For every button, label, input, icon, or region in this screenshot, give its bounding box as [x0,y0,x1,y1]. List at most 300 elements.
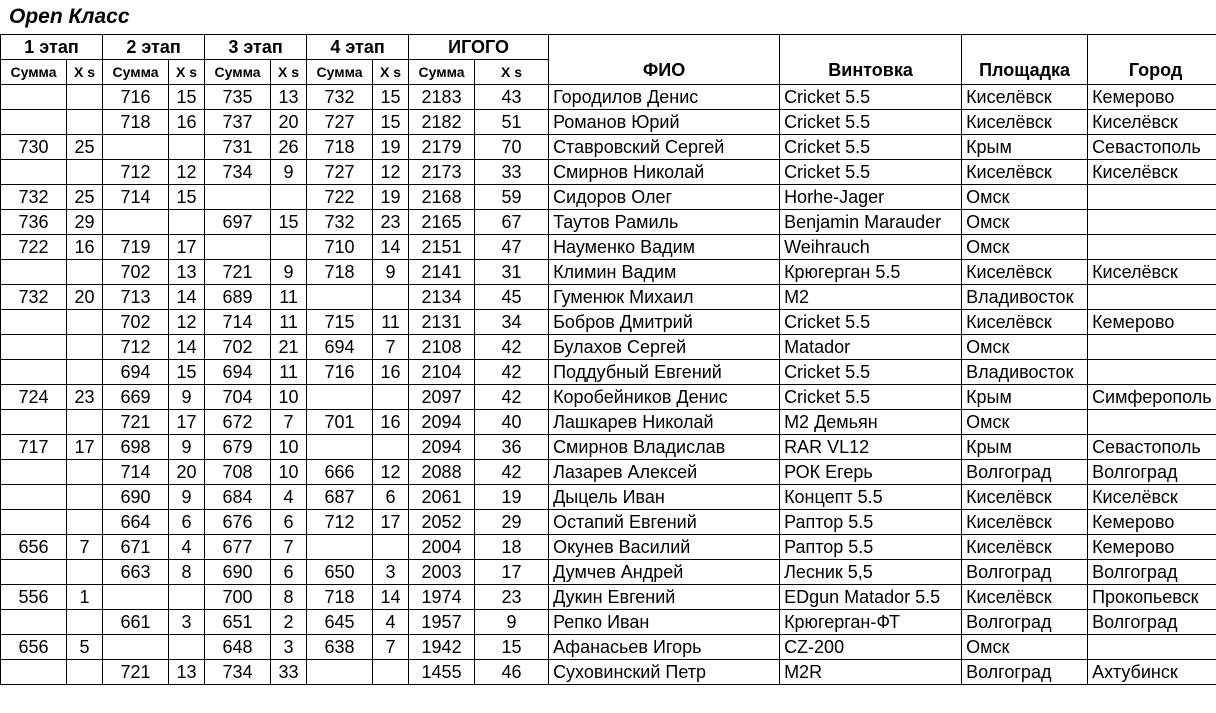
stage3-sum-cell[interactable]: 648 [205,635,271,660]
stage4-xs-cell[interactable]: 3 [373,560,409,585]
stage4-sum-cell[interactable]: 710 [307,235,373,260]
total-xs-cell[interactable]: 36 [475,435,549,460]
stage4-sum-cell[interactable]: 650 [307,560,373,585]
fio-cell[interactable]: Ставровский Сергей [549,135,780,160]
total-sum-cell[interactable]: 1957 [409,610,475,635]
total-xs-cell[interactable]: 19 [475,485,549,510]
stage3-xs-cell[interactable]: 11 [271,360,307,385]
site-cell[interactable]: Киселёвск [962,535,1088,560]
stage2-sum-cell[interactable]: 714 [103,185,169,210]
stage2-xs-cell[interactable]: 4 [169,535,205,560]
city-cell[interactable]: Волгоград [1088,460,1216,485]
total-xs-cell[interactable]: 33 [475,160,549,185]
stage1-sum-cell[interactable] [1,110,67,135]
fio-cell[interactable]: Репко Иван [549,610,780,635]
stage3-xs-cell[interactable]: 33 [271,660,307,685]
city-cell[interactable] [1088,235,1216,260]
stage1-sum-cell[interactable]: 724 [1,385,67,410]
city-cell[interactable]: Киселёвск [1088,260,1216,285]
stage3-sum-cell[interactable]: 700 [205,585,271,610]
stage3-xs-cell[interactable]: 13 [271,85,307,110]
rifle-cell[interactable]: РОК Егерь [780,460,962,485]
fio-cell[interactable]: Гуменюк Михаил [549,285,780,310]
stage1-xs-cell[interactable]: 17 [67,435,103,460]
city-cell[interactable] [1088,635,1216,660]
xs-header[interactable]: X s [271,60,307,85]
stage1-xs-cell[interactable]: 25 [67,185,103,210]
sum-header[interactable]: Сумма [1,60,67,85]
total-xs-cell[interactable]: 42 [475,460,549,485]
stage4-xs-cell[interactable]: 11 [373,310,409,335]
stage2-xs-cell[interactable]: 9 [169,435,205,460]
stage3-xs-cell[interactable]: 6 [271,510,307,535]
stage4-xs-cell[interactable]: 16 [373,410,409,435]
total-xs-cell[interactable]: 46 [475,660,549,685]
stage2-xs-cell[interactable] [169,135,205,160]
total-sum-cell[interactable]: 2182 [409,110,475,135]
stage2-xs-cell[interactable] [169,210,205,235]
rifle-cell[interactable]: Cricket 5.5 [780,310,962,335]
site-cell[interactable]: Волгоград [962,560,1088,585]
sheet-title[interactable]: Open Класс [9,5,130,28]
fio-cell[interactable]: Суховинский Петр [549,660,780,685]
stage4-sum-cell[interactable]: 715 [307,310,373,335]
stage3-sum-cell[interactable]: 737 [205,110,271,135]
stage3-sum-cell[interactable]: 704 [205,385,271,410]
stage1-sum-cell[interactable] [1,160,67,185]
total-sum-cell[interactable]: 2108 [409,335,475,360]
stage1-xs-cell[interactable] [67,260,103,285]
total-sum-cell[interactable]: 2165 [409,210,475,235]
city-cell[interactable]: Кемерово [1088,85,1216,110]
city-cell[interactable]: Кемерово [1088,510,1216,535]
stage4-xs-cell[interactable] [373,660,409,685]
stage3-xs-cell[interactable]: 3 [271,635,307,660]
stage4-xs-cell[interactable]: 15 [373,85,409,110]
fio-cell[interactable]: Коробейников Денис [549,385,780,410]
stage2-sum-cell[interactable]: 714 [103,460,169,485]
stage2-sum-cell[interactable]: 702 [103,310,169,335]
city-cell[interactable] [1088,335,1216,360]
fio-cell[interactable]: Таутов Рамиль [549,210,780,235]
rifle-cell[interactable]: Крюгерган-ФТ [780,610,962,635]
stage3-sum-cell[interactable]: 651 [205,610,271,635]
stage3-sum-cell[interactable]: 734 [205,160,271,185]
stage2-xs-cell[interactable]: 15 [169,85,205,110]
stage1-sum-cell[interactable] [1,410,67,435]
stage1-sum-cell[interactable] [1,360,67,385]
total-xs-cell[interactable]: 34 [475,310,549,335]
stage2-sum-cell[interactable] [103,585,169,610]
stage2-sum-cell[interactable]: 694 [103,360,169,385]
fio-cell[interactable]: Остапий Евгений [549,510,780,535]
stage3-xs-cell[interactable]: 10 [271,385,307,410]
stage4-xs-cell[interactable]: 12 [373,160,409,185]
stage2-xs-cell[interactable]: 3 [169,610,205,635]
site-cell[interactable]: Киселёвск [962,485,1088,510]
stage4-xs-cell[interactable]: 16 [373,360,409,385]
stage3-xs-cell[interactable]: 11 [271,310,307,335]
total-xs-cell[interactable]: 15 [475,635,549,660]
city-cell[interactable]: Севастополь [1088,435,1216,460]
stage-2-header[interactable]: 2 этап [103,35,205,60]
stage2-sum-cell[interactable]: 702 [103,260,169,285]
stage4-xs-cell[interactable] [373,435,409,460]
stage3-sum-cell[interactable]: 708 [205,460,271,485]
rifle-cell[interactable]: M2R [780,660,962,685]
stage4-sum-cell[interactable]: 666 [307,460,373,485]
stage1-sum-cell[interactable]: 656 [1,535,67,560]
stage1-sum-cell[interactable] [1,560,67,585]
stage1-xs-cell[interactable]: 1 [67,585,103,610]
stage2-xs-cell[interactable]: 15 [169,360,205,385]
stage3-xs-cell[interactable]: 21 [271,335,307,360]
stage2-sum-cell[interactable]: 669 [103,385,169,410]
stage2-sum-cell[interactable]: 716 [103,85,169,110]
total-xs-cell[interactable]: 47 [475,235,549,260]
stage3-xs-cell[interactable]: 10 [271,460,307,485]
stage3-xs-cell[interactable]: 2 [271,610,307,635]
stage3-xs-cell[interactable]: 9 [271,160,307,185]
total-sum-cell[interactable]: 1455 [409,660,475,685]
stage4-xs-cell[interactable]: 6 [373,485,409,510]
stage2-sum-cell[interactable]: 719 [103,235,169,260]
stage4-sum-cell[interactable] [307,385,373,410]
stage2-sum-cell[interactable]: 718 [103,110,169,135]
stage4-sum-cell[interactable]: 712 [307,510,373,535]
city-header[interactable]: Город [1088,35,1216,85]
city-cell[interactable] [1088,360,1216,385]
stage4-sum-cell[interactable]: 687 [307,485,373,510]
stage2-xs-cell[interactable]: 20 [169,460,205,485]
stage3-xs-cell[interactable]: 20 [271,110,307,135]
fio-cell[interactable]: Дыцель Иван [549,485,780,510]
total-xs-cell[interactable]: 45 [475,285,549,310]
stage2-sum-cell[interactable]: 663 [103,560,169,585]
fio-cell[interactable]: Городилов Денис [549,85,780,110]
stage3-sum-cell[interactable]: 721 [205,260,271,285]
site-cell[interactable]: Крым [962,435,1088,460]
stage1-sum-cell[interactable]: 717 [1,435,67,460]
site-cell[interactable]: Омск [962,335,1088,360]
site-cell[interactable]: Волгоград [962,610,1088,635]
stage2-sum-cell[interactable]: 712 [103,335,169,360]
city-cell[interactable]: Симферополь [1088,385,1216,410]
stage1-sum-cell[interactable]: 722 [1,235,67,260]
sum-header[interactable]: Сумма [205,60,271,85]
stage3-xs-cell[interactable]: 9 [271,260,307,285]
total-header[interactable]: ИГОГО [409,35,549,60]
site-cell[interactable]: Омск [962,235,1088,260]
rifle-cell[interactable]: M2 Демьян [780,410,962,435]
stage2-xs-cell[interactable]: 8 [169,560,205,585]
stage2-sum-cell[interactable]: 721 [103,660,169,685]
stage1-sum-cell[interactable]: 732 [1,185,67,210]
total-sum-cell[interactable]: 2131 [409,310,475,335]
stage2-xs-cell[interactable]: 17 [169,235,205,260]
fio-cell[interactable]: Дукин Евгений [549,585,780,610]
sum-header[interactable]: Сумма [307,60,373,85]
stage2-xs-cell[interactable]: 16 [169,110,205,135]
rifle-cell[interactable]: Cricket 5.5 [780,385,962,410]
stage3-xs-cell[interactable]: 7 [271,410,307,435]
stage4-sum-cell[interactable]: 727 [307,110,373,135]
fio-cell[interactable]: Климин Вадим [549,260,780,285]
sum-header[interactable]: Сумма [409,60,475,85]
stage1-xs-cell[interactable] [67,560,103,585]
stage4-xs-cell[interactable]: 14 [373,585,409,610]
total-xs-cell[interactable]: 17 [475,560,549,585]
total-sum-cell[interactable]: 2179 [409,135,475,160]
stage2-xs-cell[interactable]: 13 [169,660,205,685]
stage4-xs-cell[interactable]: 15 [373,110,409,135]
rifle-cell[interactable]: RAR VL12 [780,435,962,460]
stage3-sum-cell[interactable] [205,185,271,210]
site-cell[interactable]: Владивосток [962,360,1088,385]
stage4-sum-cell[interactable]: 718 [307,135,373,160]
total-sum-cell[interactable]: 2183 [409,85,475,110]
fio-cell[interactable]: Смирнов Николай [549,160,780,185]
total-sum-cell[interactable]: 2094 [409,410,475,435]
site-cell[interactable]: Крым [962,135,1088,160]
stage2-sum-cell[interactable]: 661 [103,610,169,635]
rifle-header[interactable]: Винтовка [780,35,962,85]
total-sum-cell[interactable]: 2003 [409,560,475,585]
fio-cell[interactable]: Лашкарев Николай [549,410,780,435]
xs-header[interactable]: X s [169,60,205,85]
city-cell[interactable]: Ахтубинск [1088,660,1216,685]
stage1-sum-cell[interactable]: 736 [1,210,67,235]
total-sum-cell[interactable]: 1942 [409,635,475,660]
stage1-xs-cell[interactable]: 29 [67,210,103,235]
stage1-xs-cell[interactable] [67,510,103,535]
stage4-xs-cell[interactable]: 12 [373,460,409,485]
total-sum-cell[interactable]: 1974 [409,585,475,610]
stage1-sum-cell[interactable] [1,460,67,485]
total-sum-cell[interactable]: 2173 [409,160,475,185]
stage3-sum-cell[interactable]: 689 [205,285,271,310]
fio-header[interactable]: ФИО [549,35,780,85]
total-xs-cell[interactable]: 42 [475,385,549,410]
stage4-xs-cell[interactable]: 9 [373,260,409,285]
stage4-xs-cell[interactable] [373,285,409,310]
stage4-sum-cell[interactable]: 718 [307,585,373,610]
stage2-sum-cell[interactable]: 698 [103,435,169,460]
total-sum-cell[interactable]: 2104 [409,360,475,385]
stage1-xs-cell[interactable]: 25 [67,135,103,160]
site-cell[interactable]: Омск [962,635,1088,660]
stage2-sum-cell[interactable]: 721 [103,410,169,435]
stage3-xs-cell[interactable]: 6 [271,560,307,585]
rifle-cell[interactable]: Раптор 5.5 [780,535,962,560]
rifle-cell[interactable]: Лесник 5,5 [780,560,962,585]
stage2-sum-cell[interactable] [103,135,169,160]
stage4-xs-cell[interactable] [373,385,409,410]
stage2-xs-cell[interactable] [169,585,205,610]
stage4-sum-cell[interactable] [307,535,373,560]
stage1-xs-cell[interactable]: 16 [67,235,103,260]
city-cell[interactable] [1088,285,1216,310]
rifle-cell[interactable]: Matador [780,335,962,360]
rifle-cell[interactable]: Cricket 5.5 [780,160,962,185]
rifle-cell[interactable]: Cricket 5.5 [780,110,962,135]
total-sum-cell[interactable]: 2134 [409,285,475,310]
site-header[interactable]: Площадка [962,35,1088,85]
stage1-xs-cell[interactable] [67,610,103,635]
stage1-xs-cell[interactable] [67,460,103,485]
total-xs-cell[interactable]: 9 [475,610,549,635]
city-cell[interactable] [1088,410,1216,435]
stage1-xs-cell[interactable] [67,335,103,360]
city-cell[interactable] [1088,210,1216,235]
stage4-sum-cell[interactable] [307,285,373,310]
stage1-xs-cell[interactable]: 20 [67,285,103,310]
stage1-sum-cell[interactable] [1,660,67,685]
stage4-sum-cell[interactable]: 701 [307,410,373,435]
rifle-cell[interactable]: Horhe-Jager [780,185,962,210]
stage1-sum-cell[interactable] [1,310,67,335]
stage3-sum-cell[interactable]: 734 [205,660,271,685]
fio-cell[interactable]: Окунев Василий [549,535,780,560]
stage1-sum-cell[interactable]: 656 [1,635,67,660]
stage2-sum-cell[interactable]: 664 [103,510,169,535]
site-cell[interactable]: Киселёвск [962,260,1088,285]
stage3-xs-cell[interactable] [271,235,307,260]
stage2-sum-cell[interactable] [103,635,169,660]
stage4-sum-cell[interactable]: 645 [307,610,373,635]
stage1-sum-cell[interactable]: 730 [1,135,67,160]
stage2-xs-cell[interactable]: 12 [169,160,205,185]
site-cell[interactable]: Киселёвск [962,310,1088,335]
site-cell[interactable]: Киселёвск [962,585,1088,610]
stage3-sum-cell[interactable]: 694 [205,360,271,385]
stage2-sum-cell[interactable]: 690 [103,485,169,510]
xs-header[interactable]: X s [67,60,103,85]
rifle-cell[interactable]: Крюгерган 5.5 [780,260,962,285]
stage3-xs-cell[interactable]: 4 [271,485,307,510]
stage3-sum-cell[interactable]: 677 [205,535,271,560]
stage1-xs-cell[interactable]: 23 [67,385,103,410]
stage3-sum-cell[interactable]: 714 [205,310,271,335]
rifle-cell[interactable]: Cricket 5.5 [780,360,962,385]
city-cell[interactable]: Киселёвск [1088,160,1216,185]
stage2-xs-cell[interactable]: 6 [169,510,205,535]
stage3-xs-cell[interactable]: 7 [271,535,307,560]
stage3-sum-cell[interactable]: 735 [205,85,271,110]
city-cell[interactable]: Кемерово [1088,310,1216,335]
stage4-sum-cell[interactable]: 638 [307,635,373,660]
stage3-sum-cell[interactable]: 672 [205,410,271,435]
stage3-sum-cell[interactable]: 684 [205,485,271,510]
stage2-sum-cell[interactable]: 713 [103,285,169,310]
stage4-sum-cell[interactable] [307,660,373,685]
fio-cell[interactable]: Поддубный Евгений [549,360,780,385]
stage1-xs-cell[interactable] [67,110,103,135]
stage1-sum-cell[interactable] [1,260,67,285]
total-xs-cell[interactable]: 51 [475,110,549,135]
fio-cell[interactable]: Думчев Андрей [549,560,780,585]
total-xs-cell[interactable]: 67 [475,210,549,235]
site-cell[interactable]: Волгоград [962,660,1088,685]
total-xs-cell[interactable]: 70 [475,135,549,160]
total-sum-cell[interactable]: 2094 [409,435,475,460]
stage2-sum-cell[interactable] [103,210,169,235]
stage4-xs-cell[interactable] [373,535,409,560]
stage2-xs-cell[interactable]: 13 [169,260,205,285]
city-cell[interactable]: Киселёвск [1088,485,1216,510]
fio-cell[interactable]: Науменко Вадим [549,235,780,260]
stage4-sum-cell[interactable]: 694 [307,335,373,360]
stage3-sum-cell[interactable]: 679 [205,435,271,460]
stage3-xs-cell[interactable]: 11 [271,285,307,310]
rifle-cell[interactable]: Cricket 5.5 [780,85,962,110]
city-cell[interactable]: Прокопьевск [1088,585,1216,610]
site-cell[interactable]: Владивосток [962,285,1088,310]
sum-header[interactable]: Сумма [103,60,169,85]
rifle-cell[interactable]: Cricket 5.5 [780,135,962,160]
stage2-sum-cell[interactable]: 712 [103,160,169,185]
stage4-xs-cell[interactable]: 7 [373,335,409,360]
stage1-xs-cell[interactable] [67,85,103,110]
stage2-xs-cell[interactable] [169,635,205,660]
fio-cell[interactable]: Сидоров Олег [549,185,780,210]
stage4-xs-cell[interactable]: 17 [373,510,409,535]
stage4-xs-cell[interactable]: 4 [373,610,409,635]
total-xs-cell[interactable]: 42 [475,335,549,360]
total-sum-cell[interactable]: 2088 [409,460,475,485]
total-xs-cell[interactable]: 29 [475,510,549,535]
city-cell[interactable]: Волгоград [1088,610,1216,635]
site-cell[interactable]: Волгоград [962,460,1088,485]
stage2-xs-cell[interactable]: 17 [169,410,205,435]
stage3-sum-cell[interactable]: 676 [205,510,271,535]
total-xs-cell[interactable]: 23 [475,585,549,610]
stage3-sum-cell[interactable]: 731 [205,135,271,160]
stage1-sum-cell[interactable]: 732 [1,285,67,310]
total-xs-cell[interactable]: 42 [475,360,549,385]
total-sum-cell[interactable]: 2151 [409,235,475,260]
total-sum-cell[interactable]: 2052 [409,510,475,535]
stage2-xs-cell[interactable]: 9 [169,485,205,510]
stage2-xs-cell[interactable]: 14 [169,285,205,310]
stage4-xs-cell[interactable]: 14 [373,235,409,260]
rifle-cell[interactable]: Раптор 5.5 [780,510,962,535]
stage-3-header[interactable]: 3 этап [205,35,307,60]
rifle-cell[interactable]: Концепт 5.5 [780,485,962,510]
stage3-xs-cell[interactable] [271,185,307,210]
stage3-xs-cell[interactable]: 8 [271,585,307,610]
stage3-sum-cell[interactable]: 702 [205,335,271,360]
city-cell[interactable]: Кемерово [1088,535,1216,560]
site-cell[interactable]: Омск [962,210,1088,235]
stage3-xs-cell[interactable]: 26 [271,135,307,160]
stage1-sum-cell[interactable]: 556 [1,585,67,610]
stage4-xs-cell[interactable]: 19 [373,185,409,210]
total-sum-cell[interactable]: 2141 [409,260,475,285]
stage2-xs-cell[interactable]: 14 [169,335,205,360]
stage3-sum-cell[interactable]: 697 [205,210,271,235]
stage3-xs-cell[interactable]: 15 [271,210,307,235]
stage1-sum-cell[interactable] [1,485,67,510]
rifle-cell[interactable]: M2 [780,285,962,310]
total-xs-cell[interactable]: 59 [475,185,549,210]
site-cell[interactable]: Киселёвск [962,160,1088,185]
stage1-xs-cell[interactable] [67,660,103,685]
city-cell[interactable] [1088,185,1216,210]
city-cell[interactable]: Волгоград [1088,560,1216,585]
stage-1-header[interactable]: 1 этап [1,35,103,60]
xs-header[interactable]: X s [475,60,549,85]
